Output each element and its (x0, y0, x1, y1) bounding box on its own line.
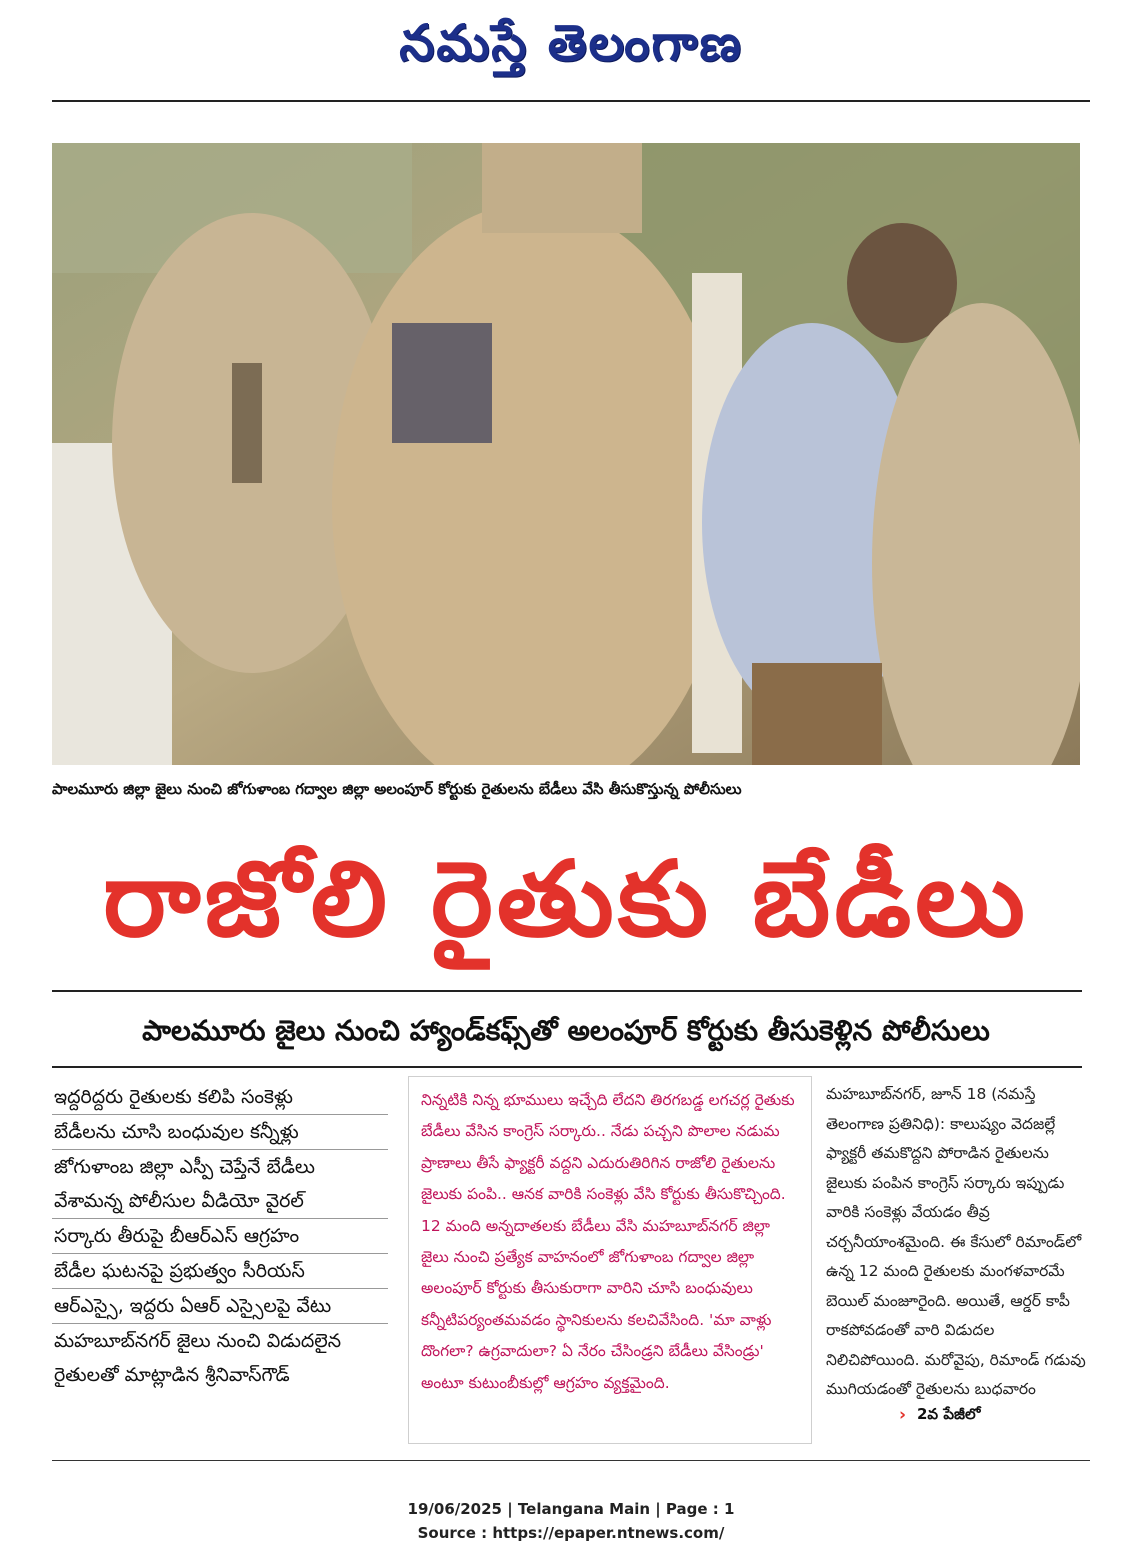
bullet-item: బేడీల ఘటనపై ప్రభుత్వం సీరియస్ (52, 1254, 388, 1289)
highlight-text: నిన్నటికి నిన్న భూములు ఇచ్చేది లేదని తిరగబడ్డ లగచర్ల రైతుకు బేడీలు వేసిన కాంగ్రెస్ సర్కారు.. నేడు పచ్చని పొలాల నడుమ ప్రాణాలు తీసే ఫ్యాక్టరీ వద్దని ఎదురుతిరిగిన రాజోలి రైతులను జైలుకు పంపి.. ఆనక వారికి సంకెళ్లు వేసి కోర్టుకు తీసుకొచ్చింది. 12 మంది అన్నదాతలకు బేడీలు వేసి మహబూబ్‌నగర్ జిల్లా జైలు నుంచి ప్రత్యేక వాహనంలో జోగుళాంబ గద్వాల జిల్లా అలంపూర్ కోర్టుకు తీసుకురాగా వారిని చూసి బంధువులు కన్నీటిపర్యంతమవడం స్థానికులను కలచివేసింది. 'మా వాళ్లు దొంగలా? ఉగ్రవాదులా? ఏ నేరం చేసిండ్రని బేడీలు వేసిండ్రు' అంటూ కుటుంబీకుల్లో ఆగ్రహం వ్యక్తమైంది. (421, 1091, 795, 1392)
body-column: మహబూబ్‌నగర్, జూన్ 18 (నమస్తే తెలంగాణ ప్రతినిధి): కాలుష్యం వెదజల్లే ఫ్యాక్టరీ తమకొద్దని పోరాడిన రైతులను జైలుకు పంపిన కాంగ్రెస్ సర్కారు ఇప్పుడు వారికి సంకెళ్లు వేయడం తీవ్ర చర్చనీయాంశమైంది. ఈ కేసులో రిమాండ్‌లో ఉన్న 12 మంది రైతులకు మంగళవారమే బెయిల్ మంజూరైంది. అయితే, ఆర్డర్ కాపీ రాకపోవడంతో వారి విడుదల నిలిచిపోయింది. మరోవైపు, రిమాండ్ గడువు ముగియడంతో రైతులను బుధవారం (826, 1085, 1086, 1398)
bullet-item: సర్కారు తీరుపై బీఆర్ఎస్ ఆగ్రహం (52, 1219, 388, 1254)
highlight-box (408, 1076, 812, 1444)
bullet-item: ఇద్దరిద్దరు రైతులకు కలిపి సంకెళ్లు (52, 1080, 388, 1115)
footer-source-line: Source : https://epaper.ntnews.com/ (417, 1524, 725, 1542)
bullet-item: మహబూబ్‌నగర్ జైలు నుంచి విడుదలైన రైతులతో మాట్లాడిన శ్రీనివాస్‌గౌడ్ (54, 1330, 342, 1386)
headline: రాజోలి రైతుకు బేడీలు (103, 838, 1029, 960)
chevron-right-icon: › (899, 1405, 907, 1425)
masthead-rule (52, 100, 1090, 102)
headline-rule (52, 990, 1082, 992)
bullet-item: ఆర్ఎస్సై, ఇద్దరు ఏఆర్ ఎస్సైలపై వేటు (52, 1289, 388, 1324)
bullet-item: బేడీలను చూసి బంధువుల కన్నీళ్లు (52, 1115, 388, 1150)
bullet-item: జోగుళాంబ జిల్లా ఎస్పీ చెప్తేనే బేడీలు వేశామన్న పోలీసుల వీడియో వైరల్ (52, 1150, 388, 1219)
bullet-list (52, 1080, 388, 1392)
subheadline: పాలమూరు జైలు నుంచి హ్యాండ్‌కఫ్స్‌తో అలంపూర్ కోర్టుకు తీసుకెళ్లిన పోలీసులు (142, 1014, 990, 1047)
masthead-title: నమస్తే తెలంగాణ (399, 13, 743, 72)
subheadline-rule (52, 1066, 1082, 1068)
photo-caption: పాలమూరు జిల్లా జైలు నుంచి జోగుళాంబ గద్వాల జిల్లా అలంపూర్ కోర్టుకు రైతులను బేడీలు వేసి తీసుకొస్తున్న పోలీసులు (52, 780, 742, 798)
footer-date-line: 19/06/2025 | Telangana Main | Page : 1 (407, 1500, 735, 1518)
continuation-link[interactable]: 2వ పేజీలో (917, 1405, 981, 1423)
news-photo (52, 143, 1080, 765)
footer-rule (52, 1460, 1090, 1461)
